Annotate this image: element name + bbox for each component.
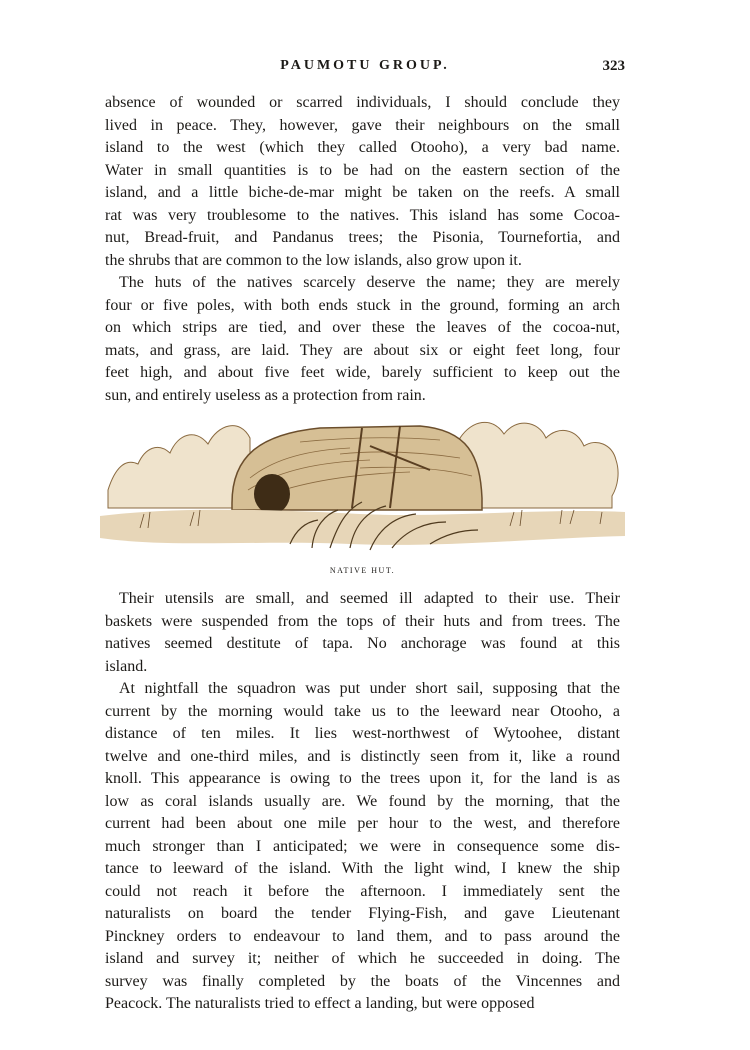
text-line: Their utensils are small, and seemed ill adapted to their use. Their xyxy=(119,590,620,607)
text-line: feet high, and about five feet wide, barely sufficient to keep out the xyxy=(105,364,620,381)
text-line: mats, and grass, are laid. They are about six or eight feet long, four xyxy=(105,341,620,359)
foreground-ground xyxy=(100,510,625,545)
text-line: At nightfall the squadron was put under short sail, supposing that the xyxy=(119,680,620,697)
text-line: could not reach it before the afternoon. I immediately sent the xyxy=(105,882,620,900)
text-block-bottom xyxy=(105,588,620,1016)
text-line: tance to leeward of the island. With the light wind, I knew the ship xyxy=(105,860,620,877)
text-line: sun, and entirely useless as a protection from rain. xyxy=(105,386,426,404)
text-line: current had been about one mile per hour to the west, and therefore xyxy=(105,815,620,832)
page-number: 323 xyxy=(602,58,625,74)
text-line: the shrubs that are common to the low islands, also grow upon it. xyxy=(105,251,522,269)
text-line: rat was very troublesome to the natives. This island has some Cocoa- xyxy=(105,206,620,224)
text-line: Water in small quantities is to be had on the eastern section of the xyxy=(105,161,620,179)
running-title: PAUMOTU GROUP. xyxy=(280,58,450,73)
running-head xyxy=(105,58,625,82)
text-line: island, and a little biche-de-mar might be taken on the reefs. A small xyxy=(105,184,620,201)
text-line: survey was finally completed by the boats of the Vincennes and xyxy=(105,972,620,990)
text-line: Pinckney orders to endeavour to land them, and to pass around the xyxy=(105,927,620,945)
text-line: current by the morning would take us to the leeward near Otooho, a xyxy=(105,702,620,720)
text-line: four or five poles, with both ends stuck in the ground, forming an arch xyxy=(105,296,620,314)
text-line: island and survey it; neither of which he succeeded in doing. The xyxy=(105,950,620,967)
text-line: absence of wounded or scarred individuals, I should conclude they xyxy=(105,94,620,111)
text-block-top xyxy=(105,92,620,407)
figure-caption: NATIVE HUT. xyxy=(329,566,396,575)
text-line: lived in peace. They, however, gave their neighbours on the small xyxy=(105,116,620,134)
text-line: baskets were suspended from the tops of their huts and from trees. The xyxy=(105,612,620,630)
text-line: island. xyxy=(105,657,148,675)
text-line: island to the west (which they called Otooho), a very bad name. xyxy=(105,139,620,156)
text-line: nut, Bread-fruit, and Pandanus trees; the Pisonia, Tournefortia, and xyxy=(105,229,620,246)
text-line: natives seemed destitute of tapa. No anchorage was found at this xyxy=(105,635,620,652)
text-line: Peacock. The naturalists tried to effect a landing, but were opposed xyxy=(105,995,535,1012)
text-line: twelve and one-third miles, and is distinctly seen from it, like a round xyxy=(105,747,620,765)
text-line: much stronger than I anticipated; we were in consequence some dis- xyxy=(105,837,620,855)
hut-engraving xyxy=(100,398,625,558)
text-line: The huts of the natives scarcely deserve the name; they are merely xyxy=(119,274,620,291)
native-hut-illustration xyxy=(100,398,625,558)
text-line: distance of ten miles. It lies west-northwest of Wytoohee, distant xyxy=(105,725,620,742)
text-line: knoll. This appearance is owing to the trees upon it, for the land is as xyxy=(105,770,620,787)
text-line: low as coral islands usually are. We found by the morning, that the xyxy=(105,792,620,810)
text-line: naturalists on board the tender Flying-Fish, and gave Lieutenant xyxy=(105,905,620,922)
text-line: on which strips are tied, and over these the leaves of the cocoa-nut, xyxy=(105,319,620,336)
hut-doorway xyxy=(254,474,290,514)
